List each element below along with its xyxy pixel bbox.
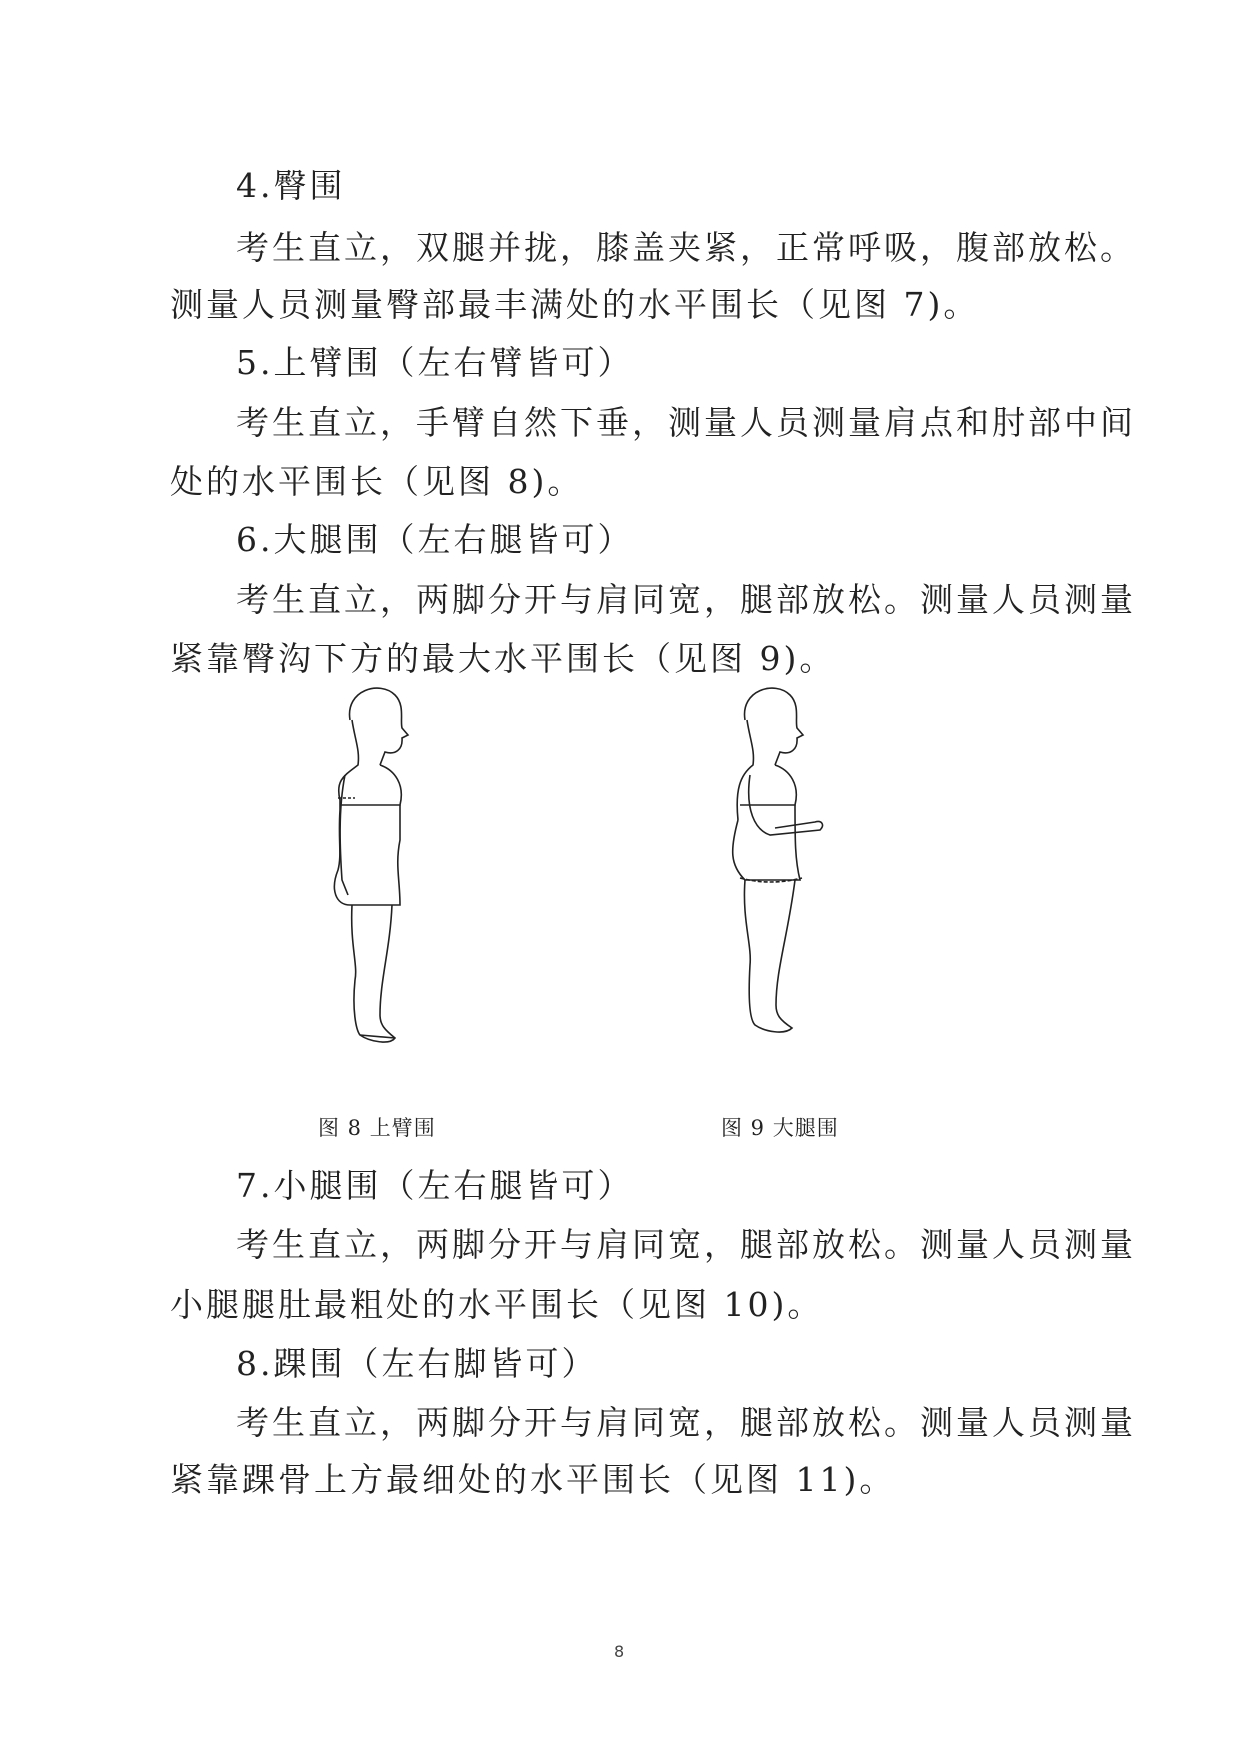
section-heading: 4.臀围 [236, 166, 346, 205]
paragraph-line: 考生直立，双腿并拢，膝盖夹紧，正常呼吸，腹部放松。 [236, 228, 1136, 267]
paragraph-line: 考生直立，两脚分开与肩同宽，腿部放松。测量人员测量 [236, 1403, 1136, 1442]
figure-9-thigh-illustration [700, 680, 880, 1070]
section-heading: 8.踝围（左右脚皆可） [236, 1344, 598, 1383]
paragraph-line: 紧靠踝骨上方最细处的水平围长（见图 11)。 [170, 1460, 896, 1499]
paragraph-line: 处的水平围长（见图 8)。 [170, 462, 584, 501]
paragraph-line: 考生直立，两脚分开与肩同宽，腿部放松。测量人员测量 [236, 1225, 1136, 1264]
page-number: 8 [614, 1642, 625, 1661]
section-heading: 6.大腿围（左右腿皆可） [236, 520, 634, 559]
figure-8-upper-arm-illustration [300, 680, 450, 1060]
paragraph-line: 小腿腿肚最粗处的水平围长（见图 10)。 [170, 1285, 824, 1324]
figure-9-caption: 图 9 大腿围 [721, 1116, 839, 1140]
paragraph-line: 测量人员测量臀部最丰满处的水平围长（见图 7)。 [170, 285, 980, 324]
paragraph-line: 考生直立，两脚分开与肩同宽，腿部放松。测量人员测量 [236, 580, 1136, 619]
section-heading: 7.小腿围（左右腿皆可） [236, 1166, 634, 1205]
figure-8-caption: 图 8 上臂围 [318, 1116, 436, 1140]
section-heading: 5.上臂围（左右臂皆可） [236, 343, 634, 382]
paragraph-line: 紧靠臀沟下方的最大水平围长（见图 9)。 [170, 639, 836, 678]
paragraph-line: 考生直立，手臂自然下垂，测量人员测量肩点和肘部中间 [236, 403, 1136, 442]
